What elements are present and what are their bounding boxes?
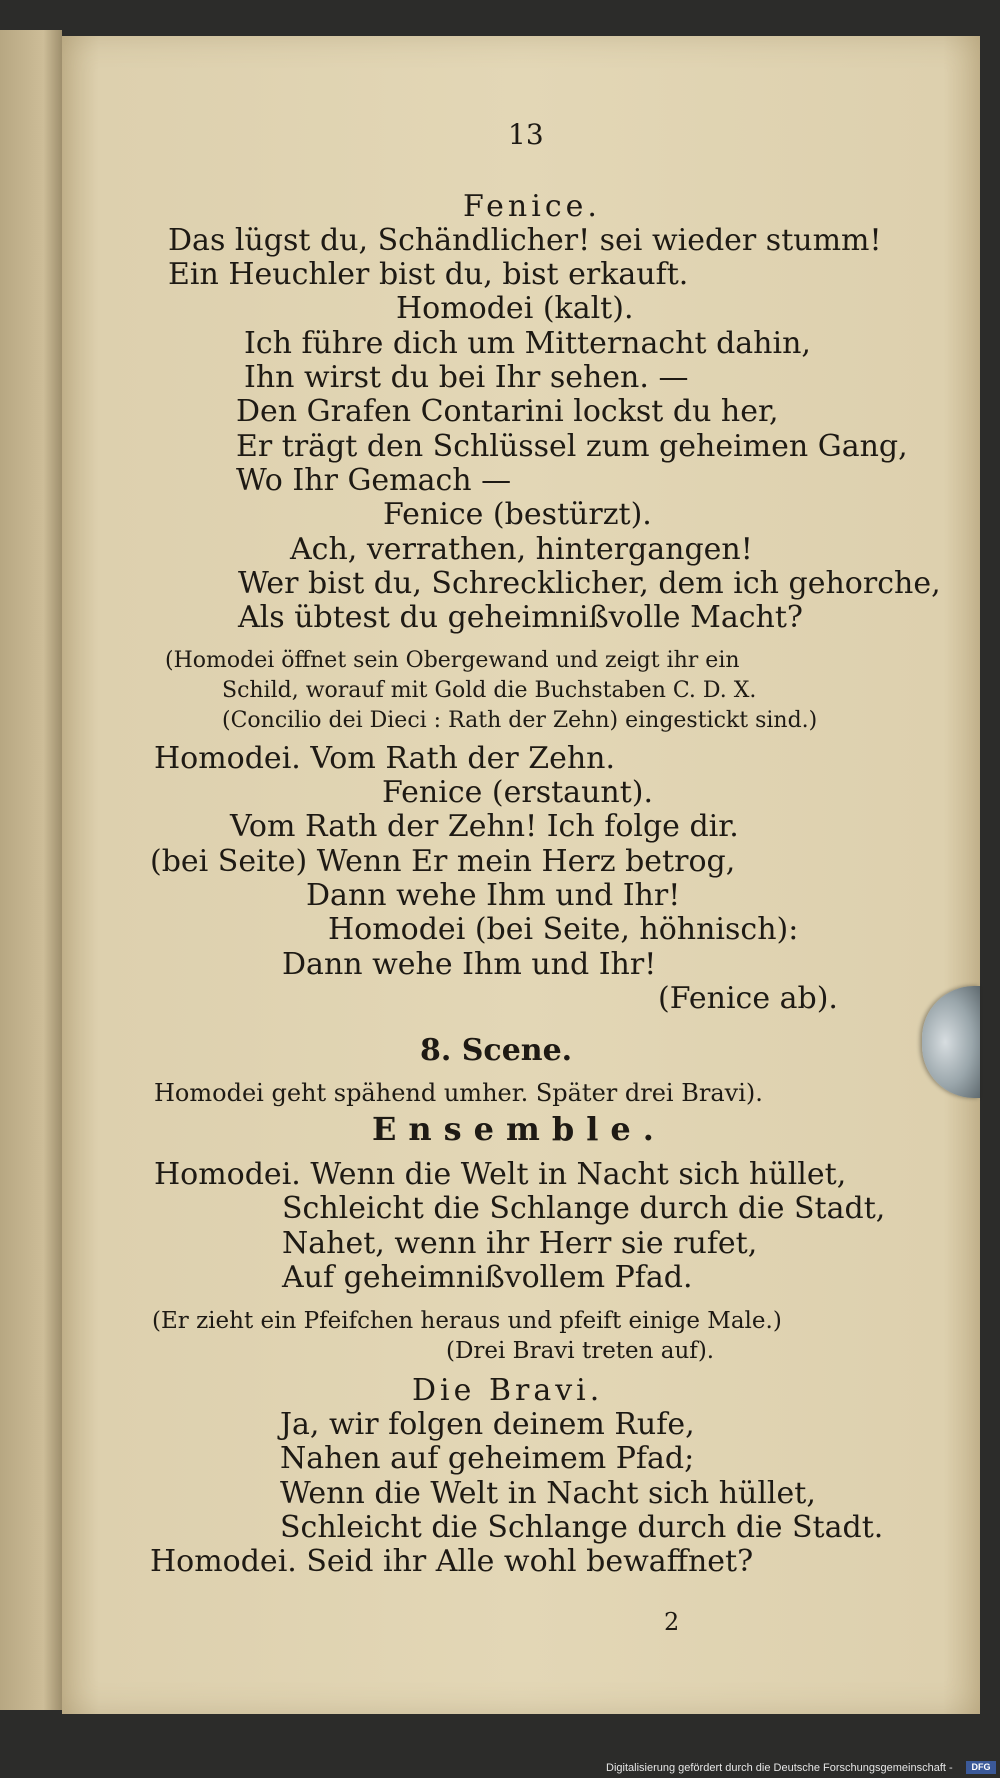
verse-line: Nahet, wenn ihr Herr sie rufet, [282, 1226, 758, 1261]
verse-line: (bei Seite) Wenn Er mein Herz betrog, [150, 844, 736, 879]
signature-mark: 2 [664, 1608, 680, 1636]
stage-direction: Homodei geht spähend umher. Später drei Bravi). [154, 1079, 763, 1107]
speaker-heading: Homodei (bei Seite, höhnisch): [328, 912, 799, 947]
stage-direction: (Homodei öffnet sein Obergewand und zeigt ihr ein [165, 648, 740, 673]
verse-line: Dann wehe Ihm und Ihr! [306, 878, 681, 913]
verse-line: Ach, verrathen, hintergangen! [290, 532, 753, 567]
verse-line: Dann wehe Ihm und Ihr! [282, 947, 657, 982]
speaker-heading: Fenice. [463, 189, 601, 224]
verse-line: Wer bist du, Schrecklicher, dem ich gehorche, [238, 566, 941, 601]
scene-heading: 8. Scene. [420, 1033, 573, 1068]
speaker-heading: Die Bravi. [412, 1373, 604, 1408]
stage-direction: (Drei Bravi treten auf). [446, 1338, 715, 1364]
speaker-line: Homodei. Wenn die Welt in Nacht sich hüllet, [154, 1157, 847, 1192]
verse-line: Wenn die Welt in Nacht sich hüllet, [280, 1476, 816, 1511]
speaker-line: Homodei. Vom Rath der Zehn. [154, 741, 616, 776]
verse-line: Schleicht die Schlange durch die Stadt, [282, 1191, 886, 1226]
verse-line: Ein Heuchler bist du, bist erkauft. [168, 257, 689, 292]
speaker-heading: Fenice (bestürzt). [383, 497, 652, 532]
verse-line: Wo Ihr Gemach — [236, 463, 512, 498]
verse-line: Das lügst du, Schändlicher! sei wieder stumm! [168, 223, 882, 258]
digitization-credit: Digitalisierung gefördert durch die Deutsche Forschungsgemeinschaft - [606, 1762, 953, 1774]
verse-line: Schleicht die Schlange durch die Stadt. [280, 1510, 884, 1545]
verse-line: Nahen auf geheimem Pfad; [280, 1441, 695, 1476]
speaker-heading: Homodei (kalt). [396, 291, 634, 326]
verse-line: Er trägt den Schlüssel zum geheimen Gang, [236, 429, 908, 464]
page-number: 13 [508, 118, 544, 151]
stage-direction: (Fenice ab). [658, 981, 838, 1016]
verse-line: Als übtest du geheimnißvolle Macht? [238, 600, 803, 635]
speaker-line: Homodei. Seid ihr Alle wohl bewaffnet? [150, 1544, 754, 1579]
verse-line: Ich führe dich um Mitternacht dahin, [244, 326, 811, 361]
verse-line: Den Grafen Contarini lockst du her, [236, 394, 779, 429]
speaker-heading: Fenice (erstaunt). [382, 775, 654, 810]
verse-line: Vom Rath der Zehn! Ich folge dir. [230, 809, 739, 844]
stage-direction: Schild, worauf mit Gold die Buchstaben C. D. X. [222, 678, 757, 703]
stage-direction: (Concilio dei Dieci : Rath der Zehn) eingestickt sind.) [222, 708, 818, 733]
verse-line: Ja, wir folgen deinem Rufe, [280, 1407, 695, 1442]
stage-direction: (Er zieht ein Pfeifchen heraus und pfeift einige Male.) [152, 1308, 782, 1334]
dfg-logo: DFG [966, 1761, 996, 1774]
verse-line: Ihn wirst du bei Ihr sehen. — [244, 360, 689, 395]
verse-line: Auf geheimnißvollem Pfad. [282, 1260, 693, 1295]
section-heading: Ensemble. [372, 1110, 666, 1148]
